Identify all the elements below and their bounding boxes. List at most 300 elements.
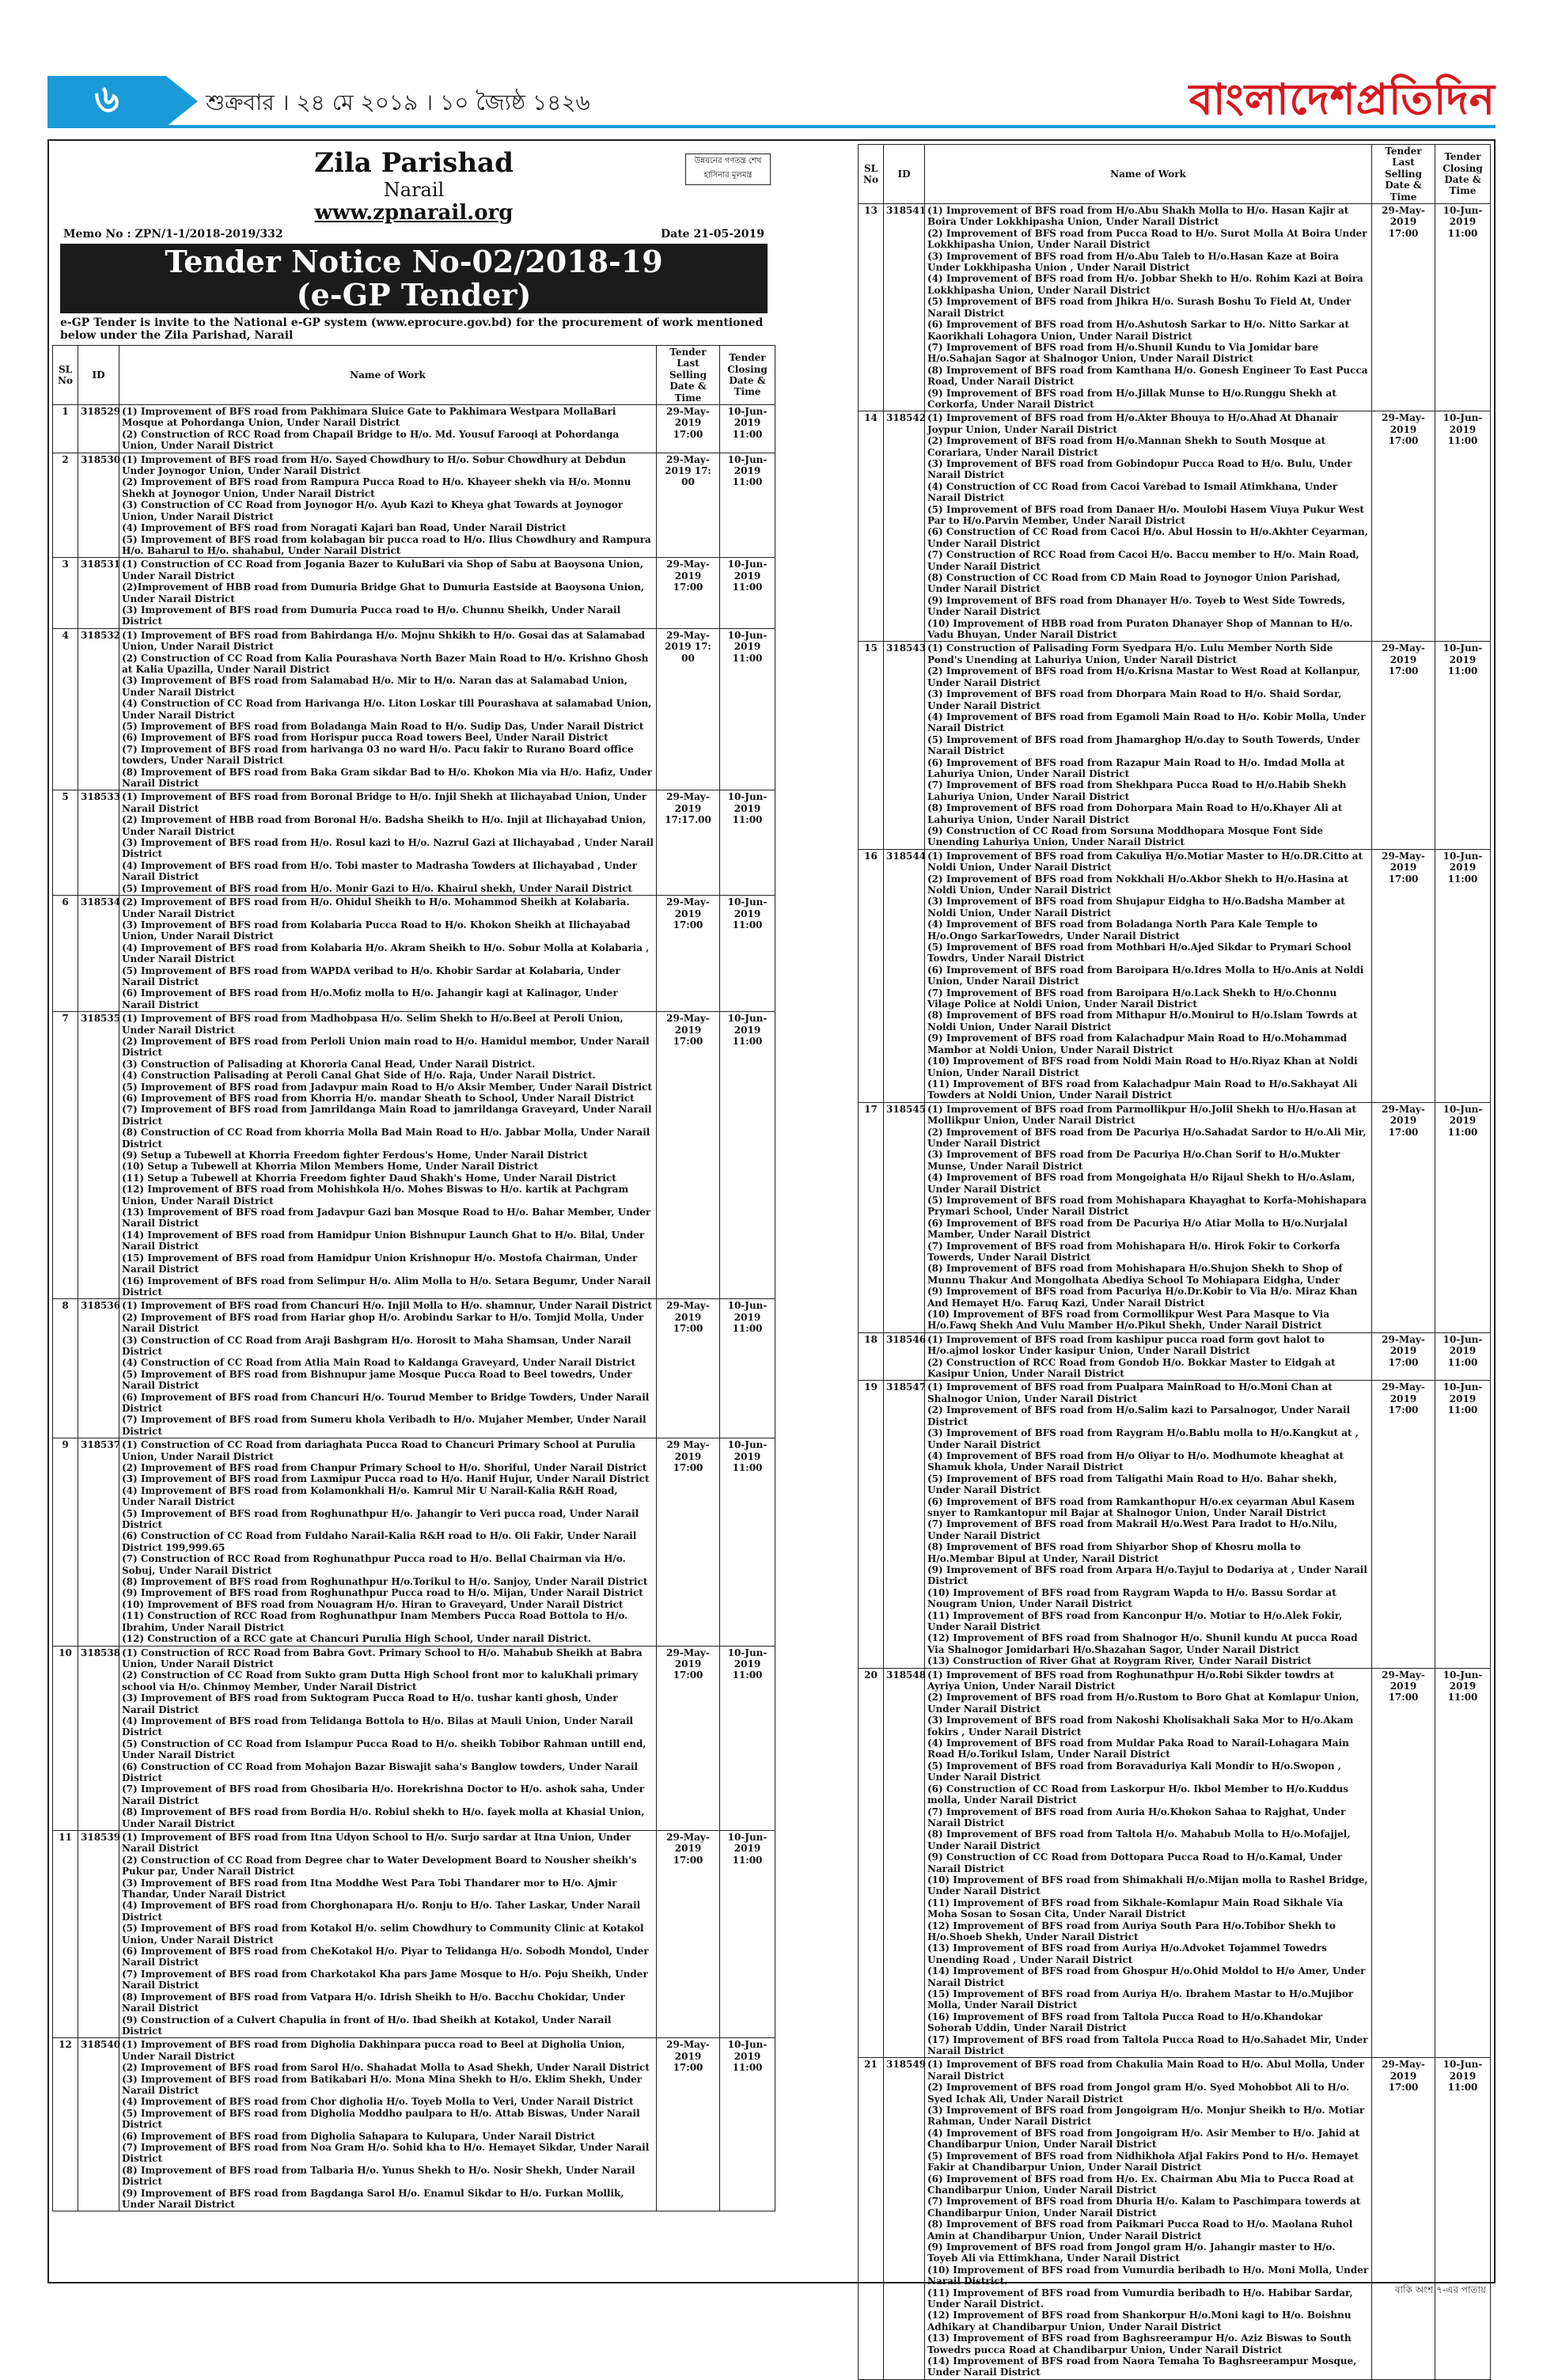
work-item: (4) Improvement of BFS road from H/o. Jobbar Shekh to H/o. Rohim Kazi at Boira Lokkhipasha Union, Under Narail District xyxy=(927,273,1363,296)
work-item: (3) Improvement of BFS road from Jongoigram H/o. Monjur Sheikh to H/o. Motiar Rahman, Under Narail District xyxy=(927,2105,1365,2128)
work-item: (5) Improvement of BFS road from kolabagan bir pucca road to H/o. Ilius Chowdhury and Rampura H/o. Baharul to H/o. shahabul, Under Narail District xyxy=(122,533,651,556)
work-item: (1) Improvement of BFS road from Parmollikpur H/o.Jolil Shekh to H/o.Hasan at Mollikpur Union, Under Narail District xyxy=(927,1103,1357,1127)
row-sl: 1 xyxy=(53,405,78,453)
row-selling-date: 29-May-2019 17:00 xyxy=(1372,1102,1435,1332)
work-item: (2) Construction of CC Road from Degree char to Water Development Board to Nousher sheikh's Pukur par, Under Narail District xyxy=(122,1854,637,1878)
table-row xyxy=(53,1438,775,1646)
row-closing-date: 10-Jun-2019 11:00 xyxy=(720,2038,775,2211)
row-id: 318543 xyxy=(884,642,925,849)
work-item: (11) Improvement of BFS road from Vumurdia beribadh to H/o. Habibar Sardar, Under Narail District. xyxy=(927,2287,1353,2310)
dateline: শুক্রবার । ২৪ মে ২০১৯ । ১০ জ্যৈষ্ঠ ১৪২৬ xyxy=(206,89,590,116)
work-item: (2)Improvement of HBB road from Dumuria Bridge Ghat to Dumuria Eastside at Baoysona Union, Under Narail District xyxy=(122,582,645,604)
memo-date: Date 21-05-2019 xyxy=(660,228,764,241)
work-item: (3) Improvement of BFS road from Raygram H/o.Bablu molla to H/o.Kangkut at , Under Narail District xyxy=(927,1427,1359,1450)
work-item: (7) Improvement of BFS road from H/o.Shunil Kundu to Via Jomidar bare H/o.Sahajan Sagor at Shalnogor Union, Under Narail District xyxy=(927,341,1318,365)
work-item: (3) Improvement of BFS road from Dhorpara Main Road to H/o. Shaid Sordar, Under Narail District xyxy=(927,688,1342,711)
work-item: (15) Improvement of BFS road from Auriya H/o. Ibrahem Mastar to H/o.Mujibor Molla, Under Narail District xyxy=(927,1988,1354,2011)
notice-subtitle: (e-GP Tender) xyxy=(296,277,532,313)
row-selling-date: 29-May-2019 17:00 xyxy=(1372,1332,1435,1381)
table-row xyxy=(53,2038,775,2211)
row-closing-date: 10-Jun-2019 11:00 xyxy=(720,790,775,896)
work-item: (2) Construction of CC Road from Kalia Pourashava North Bazer Main Road to H/o. Krishno Ghosh at Kalia Upazilla, Under Narail District xyxy=(122,652,649,675)
row-closing-date: 10-Jun-2019 11:00 xyxy=(1435,1332,1491,1381)
work-item: (5) Improvement of BFS road from Nidhikhola Afjal Fakirs Pond to H/o. Hemayet Fakir at Chandibarpur Union, Under Narail District xyxy=(927,2150,1359,2173)
work-item: (5) Improvement of BFS road from Danaer H/o. Moulobi Hasem Viuya Pukur West Par to H/o.Parvin Member, Under Narail District xyxy=(927,503,1364,526)
work-item: (5) Improvement of BFS road from Mothbari H/o.Ajed Sikdar to Prymari School Towdrs, Under Narail District xyxy=(927,942,1352,965)
work-item: (5) Improvement of BFS road from Taligathi Main Road to H/o. Bahar shekh, Under Narail District xyxy=(927,1472,1337,1496)
work-item: (6) Construction of CC Road from Cacoi H/o. Abul Hossin to H/o.Akhter Ceyarman, Under Narail District xyxy=(927,526,1368,549)
right-column xyxy=(858,144,1491,2378)
row-closing-date: 10-Jun-2019 11:00 xyxy=(720,1831,775,2038)
work-item: (10) Improvement of BFS road from Nouagram H/o. Hiran to Graveyard, Under Narail District xyxy=(122,1598,624,1610)
row-closing-date: 10-Jun-2019 11:00 xyxy=(1435,204,1491,411)
work-item: (7) Improvement of BFS road from Sumeru khola Veribadh to H/o. Mujaher Member, Under Narail District xyxy=(122,1414,646,1437)
row-works xyxy=(119,790,657,896)
work-item: (16) Improvement of BFS road from Taltola Pucca Road to H/o.Khandokar Sohorab Uddin, Under Narail District xyxy=(927,2010,1323,2034)
row-selling-date: 29-May-2019 17:00 xyxy=(657,1646,720,1831)
row-works xyxy=(119,558,657,628)
work-item: (2) Improvement of BFS road from Nokkhali H/o.Akbor Shekh to H/o.Hasina at Noldi Union, Under Narail District xyxy=(927,873,1348,896)
work-item: (2) Improvement of BFS road from Rampura Pucca Road to H/o. Khayeer shekh via H/o. Monnu Shekh at Joynogor Union, Under Narail District xyxy=(122,476,631,499)
row-id: 318533 xyxy=(78,790,119,896)
work-item: (9) Improvement of BFS road from Kalachadpur Main Road to H/o.Mohammad Mambor at Noldi Union, Under Narail District xyxy=(927,1033,1348,1055)
work-item: (10) Improvement of BFS road from Raygram Wapda to H/o. Bassu Sordar at Nougram Union, Under Narail District xyxy=(927,1586,1336,1610)
work-item: (9) Construction of CC Road from Dottopara Pucca Road to H/o.Kamal, Under Narail District xyxy=(927,1851,1343,1874)
row-closing-date: 10-Jun-2019 11:00 xyxy=(720,453,775,558)
row-selling-date: 29-May-2019 17:00 xyxy=(657,1831,720,2038)
work-item: (1) Improvement of BFS road from Cakuliya H/o.Motiar Master to H/o.DR.Citto at Noldi Union, Under Narail District xyxy=(927,850,1363,874)
work-item: (11) Setup a Tubewell at Khorria Freedom fighter Daud Shakh's Home, Under Narail District xyxy=(122,1172,616,1184)
row-selling-date: 29-May-2019 17:00 xyxy=(1372,2058,1435,2379)
work-item: (1) Improvement of BFS road from Chakulia Main Road to H/o. Abul Molla, Under Narail District xyxy=(927,2059,1365,2082)
work-item: (3) Improvement of BFS road from Suktogram Pucca Road to H/o. tushar kanti ghosh, Under Narail District xyxy=(122,1692,618,1715)
tender-table-left xyxy=(52,345,775,2211)
work-item: (3) Improvement of BFS road from Shujapur Eidgha to H/o.Badsha Mamber at Noldi Union, Under Narail District xyxy=(927,896,1345,919)
header-sl: SL No xyxy=(53,346,78,405)
work-item: (1) Improvement of BFS road from kashipur pucca road form govt halot to H/o.ajmol loskor Under kasipur Union, Under Narail District xyxy=(927,1333,1325,1357)
row-id: 318544 xyxy=(884,849,925,1102)
header-sl: SL No xyxy=(859,145,884,204)
work-item: (12) Improvement of BFS road from Mohishkola H/o. Mohes Biswas to H/o. kartik at Pachgram Union, Under Narail District xyxy=(122,1184,629,1207)
row-id: 318535 xyxy=(78,1012,119,1299)
work-item: (9) Construction of CC Road from Sorsuna Moddhopara Mosque Font Side Unending Lahuriya Union, Under Narail District xyxy=(927,824,1324,848)
work-item: (2) Improvement of BFS road from H/o.Salim kazi to Parsalnogor, Under Narail District xyxy=(927,1404,1351,1427)
work-item: (3) Improvement of BFS road from Salamabad H/o. Mir to H/o. Naran das at Salamabad Union, Under Narail District xyxy=(122,675,627,698)
work-item: (8) Improvement of BFS road from Dohorpara Main Road to H/o.Khayer Ali at Lahuriya Union, Under Narail District xyxy=(927,802,1343,825)
work-item: (14) Improvement of BFS road from Ghospur H/o.Ohid Moldol to H/o Amer, Under Narail District xyxy=(927,1965,1366,1988)
continued-note: বাকি অংশ ৭-এর পাতায় xyxy=(1394,2284,1486,2295)
work-item: (3) Improvement of BFS road from Nakoshi Kholisakhali Saka Mor to H/o.Akam fokirs , Under Narail District xyxy=(927,1715,1354,1738)
work-item: (5) Improvement of BFS road from Jadavpur main Road to H/o Aksir Member, Under Narail District xyxy=(122,1081,652,1093)
work-item: (7) Improvement of BFS road from Charkotakol Kha pars Jame Mosque to H/o. Poju Sheikh, Under Narail District xyxy=(122,1968,648,1992)
work-item: (17) Improvement of BFS road from Taltola Pucca Road to H/o.Sahadet Mir, Under Narail District xyxy=(927,2033,1368,2057)
row-selling-date: 29-May-2019 17:17.00 xyxy=(657,790,720,896)
work-item: (7) Improvement of BFS road from Dhuria H/o. Kalam to Paschimpara towerds at Chandibarpur Union, Under Narail District xyxy=(927,2196,1361,2219)
work-item: (4) Construction of CC Road from Cacoi Varebad to Ismail Atimkhana, Under Narail District xyxy=(927,480,1338,504)
row-closing-date: 10-Jun-2019 11:00 xyxy=(1435,411,1491,642)
table-row xyxy=(53,628,775,790)
work-item: (1) Improvement of BFS road from Roghunathpur H/o.Robi Sikder towdrs at Ayriya Union, Under Narail District xyxy=(927,1669,1335,1692)
row-id: 318540 xyxy=(78,2038,119,2211)
left-column xyxy=(52,144,775,2279)
work-item: (9) Improvement of BFS road from Roghunathpur Pucca road to H/o. Mijan, Under Narail District xyxy=(122,1587,643,1599)
work-item: (4) Improvement of BFS road from Boladanga North Para Kale Temple to H/o.Ongo SarkarTowedrs, Under Narail District xyxy=(927,919,1318,942)
row-sl: 14 xyxy=(859,411,884,642)
row-id: 318549 xyxy=(884,2058,925,2379)
row-works xyxy=(119,1438,657,1646)
work-item: (8) Improvement of BFS road from Paikmari Pucca Road to H/o. Maolana Ruhol Amin at Chandibarpur Union, Under Narail District xyxy=(927,2219,1353,2242)
work-item: (11) Improvement of BFS road from Kanconpur H/o. Motiar to H/o.Alek Fokir, Under Narail District xyxy=(927,1609,1343,1632)
work-item: (4) Improvement of BFS road from Kolabaria H/o. Akram Sheikh to H/o. Sobur Molla at Kolabaria , Under Narail District xyxy=(122,942,650,965)
row-closing-date: 10-Jun-2019 11:00 xyxy=(720,1438,775,1646)
org-title: Zila Parishad xyxy=(314,147,514,179)
work-item: (5) Construction of CC Road from Islampur Pucca Road to H/o. sheikh Tobibor Rahman untill end, Under Narail District xyxy=(122,1738,646,1761)
work-item: (5) Improvement of BFS road from WAPDA veribad to H/o. Khobir Sardar at Kolabaria, Under Narail District xyxy=(122,965,620,987)
work-item: (5) Improvement of BFS road from Boravaduriya Kali Mondir to H/o.Swopon , Under Narail District xyxy=(927,1760,1341,1783)
row-id: 318537 xyxy=(78,1438,119,1646)
row-sl: 18 xyxy=(859,1332,884,1381)
row-selling-date: 29-May-2019 17:00 xyxy=(657,2038,720,2211)
table-row xyxy=(859,2058,1491,2379)
table-header-row xyxy=(53,346,775,405)
work-item: (6) Improvement of BFS road from Chancuri H/o. Tourud Member to Bridge Towders, Under Narail District xyxy=(122,1391,650,1414)
work-item: (1) Improvement of BFS road from H/o. Sayed Chowdhury to H/o. Sobur Chowdhury at Debdun Under Joynogor Union, Under Narail District xyxy=(122,453,627,477)
row-closing-date: 10-Jun-2019 11:00 xyxy=(720,628,775,790)
work-item: (1) Construction of Palisading Form Syedpara H/o. Lulu Member North Side Pond's Unending at Lahuriya Union, Under Narail District xyxy=(927,642,1333,665)
work-item: (6) Improvement of BFS road from H/o. Ex. Chairman Abu Mia to Pucca Road at Chandibarpur Union, Under Narail District xyxy=(927,2173,1355,2196)
row-works xyxy=(119,1831,657,2038)
row-id: 318536 xyxy=(78,1299,119,1438)
row-closing-date: 10-Jun-2019 11:00 xyxy=(1435,1381,1491,1668)
row-closing-date: 10-Jun-2019 11:00 xyxy=(1435,2058,1491,2379)
work-item: (2) Improvement of BFS road from Perloli Union main road to H/o. Hamidul membor, Under Narail District xyxy=(122,1035,650,1059)
work-item: (3) Improvement of BFS road from Dumuria Pucca road to H/o. Chunnu Sheikh, Under Narail District xyxy=(122,604,621,627)
work-item: (3) Construction of Palisading at Khororia Canal Head, Under Narail District. xyxy=(122,1058,536,1070)
table-row xyxy=(53,1646,775,1831)
table-row xyxy=(53,405,775,453)
notice-title: Tender Notice No-02/2018-19 xyxy=(165,244,663,279)
work-item: (6) Improvement of BFS road from Ramkanthopur H/o.ex ceyarman Abul Kasem snyer to Ramkantopur mil Bajar at Shalnogor Union, Under Narail District xyxy=(927,1495,1355,1518)
work-item: (7) Improvement of BFS road from Mohishapara H/o. Hirok Fokir to Corkorfa Towerds, Under Narail District xyxy=(927,1240,1340,1263)
work-item: (6) Improvement of BFS road from H/o.Mofiz molla to H/o. Jahangir kagi at Kalinagor, Under Narail District xyxy=(122,987,618,1010)
work-item: (5) Improvement of BFS road from Boladanga Main Road to H/o. Sudip Das, Under Narail District xyxy=(122,721,644,732)
row-closing-date: 10-Jun-2019 11:00 xyxy=(1435,1668,1491,2058)
work-item: (3) Improvement of BFS road from Itna Moddhe West Para Tobi Thandarer mor to H/o. Ajmir Thandar, Under Narail District xyxy=(122,1877,617,1901)
row-closing-date: 10-Jun-2019 11:00 xyxy=(720,1299,775,1438)
table-body-left xyxy=(53,405,775,2211)
row-selling-date: 29-May-2019 17:00 xyxy=(657,558,720,628)
row-selling-date: 29-May-2019 17:00 xyxy=(1372,1381,1435,1668)
work-item: (2) Improvement of BFS road from Hariar ghop H/o. Arobindu Sarkar to H/o. Tomjid Molla, Under Narail District xyxy=(122,1311,644,1335)
work-item: (11) Construction of RCC Road from Roghunathpur Inam Members Pucca Road Bottola to H/o. Ibrahim, Under Narail District xyxy=(122,1610,628,1633)
work-item: (1) Construction of CC Road from dariaghata Pucca Road to Chancuri Primary School at Purulia Union, Under Narail District xyxy=(122,1439,636,1462)
work-item: (9) Construction of a Culvert Chapulia in front of H/o. Ibad Sheikh at Kotakol, Under Narail District xyxy=(122,2014,612,2037)
tender-table-right xyxy=(858,144,1491,2380)
row-works xyxy=(119,2038,657,2211)
work-item: (3) Improvement of BFS road from H/o. Rosul kazi to H/o. Nazrul Gazi at Ilichayabad , Under Narail District xyxy=(122,837,654,860)
row-sl: 6 xyxy=(53,896,78,1012)
work-item: (4) Improvement of BFS road from Muldar Paka Road to Narail-Lohagara Main Road H/o.Torikul Islam, Under Narail District xyxy=(927,1738,1349,1760)
row-works xyxy=(119,1646,657,1831)
row-works xyxy=(119,405,657,453)
table-row xyxy=(859,1332,1491,1381)
row-closing-date: 10-Jun-2019 11:00 xyxy=(720,896,775,1012)
work-item: (9) Setup a Tubewell at Khorria Freedom fighter Ferdous's Home, Under Narail District xyxy=(122,1150,588,1162)
work-item: (1) Construction of CC Road from Jogania Bazer to KuluBari via Shop of Sabu at Baoysona Union, Under Narail District xyxy=(122,559,643,582)
work-item: (8) Improvement of BFS road from Taltola H/o. Mahabub Molla to H/o.Mofajjel, Under Narail District xyxy=(927,1829,1351,1851)
work-item: (8) Improvement of BFS road from Talbaria H/o. Yunus Shekh to H/o. Nosir Shekh, Under Narail District xyxy=(122,2164,635,2188)
work-item: (8) Improvement of BFS road from Mithapur H/o.Monirul to H/o.Islam Towrds at Noldi Union, Under Narail District xyxy=(927,1010,1358,1033)
work-item: (6) Improvement of BFS road from H/o.Ashutosh Sarkar to H/o. Nitto Sarkar at Kaorikhali Lohagora Union, Under Narail District xyxy=(927,319,1350,342)
row-selling-date: 29-May-2019 17:00 xyxy=(657,1012,720,1299)
work-item: (1) Improvement of BFS road from Pualpara MainRoad to H/o.Moni Chan at Shalnogor Union, Under Narail District xyxy=(927,1381,1333,1404)
work-item: (1) Improvement of BFS road from Bahirdanga H/o. Mojnu Shkikh to H/o. Gosai das at Salamabad Union, Under Narail District xyxy=(122,629,646,653)
header-selling: Tender Last Selling Date & Time xyxy=(1372,145,1435,204)
row-selling-date: 29-May-2019 17:00 xyxy=(657,405,720,453)
work-item: (2) Construction of RCC Road from Chapail Bridge to H/o. Md. Yousuf Farooqi at Pohordanga Union, Under Narail District xyxy=(122,428,620,452)
work-item: (8) Construction of CC Road from CD Main Road to Joynogor Union Parishad, Under Narail District xyxy=(927,572,1340,595)
row-sl: 15 xyxy=(859,642,884,849)
row-closing-date: 10-Jun-2019 11:00 xyxy=(720,558,775,628)
header-id: ID xyxy=(884,145,925,204)
table-row xyxy=(53,1831,775,2038)
row-selling-date: 29-May-2019 17:00 xyxy=(1372,1668,1435,2058)
header-id: ID xyxy=(78,346,119,405)
row-id: 318542 xyxy=(884,411,925,642)
work-item: (7) Improvement of BFS road from Baroipara H/o.Lack Shekh to H/o.Chonnu Vilage Police at Noldi Union, Under Narail District xyxy=(927,987,1337,1010)
row-works xyxy=(925,204,1372,411)
work-item: (7) Improvement of BFS road from Jamrildanga Main Road to jamrildanga Graveyard, Under Narail District xyxy=(122,1104,652,1127)
work-item: (5) Improvement of BFS road from Digholia Moddho paulpara to H/o. Attab Biswas, Under Narail District xyxy=(122,2107,640,2131)
work-item: (7) Improvement of BFS road from Auria H/o.Khokon Sahaa to Rajghat, Under Narail District xyxy=(927,1806,1346,1829)
row-closing-date: 10-Jun-2019 11:00 xyxy=(720,1646,775,1831)
work-item: (2) Improvement of BFS road from Sarol H/o. Shahadat Molla to Asad Shekh, Under Narail District xyxy=(122,2062,650,2074)
row-sl: 9 xyxy=(53,1438,78,1646)
row-id: 318529 xyxy=(78,405,119,453)
row-works xyxy=(119,896,657,1012)
row-works xyxy=(119,628,657,790)
work-item: (10) Improvement of BFS road from Cormollikpur West Para Masque to Via H/o.Fawq Shekh And Vulu Mamber H/o.Pikul Shekh, Under Narail District xyxy=(927,1309,1329,1332)
work-item: (3) Improvement of BFS road from De Pacuriya H/o.Chan Sorif to H/o.Mukter Munse, Under Narail District xyxy=(927,1149,1340,1172)
work-item: (8) Improvement of BFS road from Baka Gram sikdar Bad to H/o. Khokon Mia via H/o. Hafiz, Under Narail District xyxy=(122,766,653,790)
table-row xyxy=(53,558,775,628)
work-item: (14) Improvement of BFS road from Hamidpur Union Bishnupur Launch Ghat to H/o. Bilal, Under Narail District xyxy=(122,1229,645,1253)
header-closing: Tender Closing Date & Time xyxy=(720,346,775,405)
header-selling: Tender Last Selling Date & Time xyxy=(657,346,720,405)
header-closing: Tender Closing Date & Time xyxy=(1435,145,1491,204)
table-row xyxy=(53,896,775,1012)
row-works xyxy=(119,1299,657,1438)
intro-text: e-GP Tender is invite to the National e-GP system (www.eprocure.gov.bd) for the procurement of work mentioned below under the Zila Parishad, Narail xyxy=(60,316,764,342)
work-item: (12) Improvement of BFS road from Shankorpur H/o.Moni kagi to H/o. Boishnu Adhikary at Chandibarpur Union, Under Narail District xyxy=(927,2310,1352,2333)
work-item: (10) Improvement of BFS road from Noldi Main Road to H/o.Riyaz Khan at Noldi Union, Under Narail District xyxy=(927,1055,1358,1078)
row-id: 318541 xyxy=(884,204,925,411)
memo-row xyxy=(52,228,775,241)
work-item: (4) Improvement of BFS road from Chorghonapara H/o. Ronju to H/o. Taher Laskar, Under Narail District xyxy=(122,1900,641,1923)
work-item: (4) Improvement of BFS road from H/o. Tobi master to Madrasha Towders at Ilichayabad , Under Narail District xyxy=(122,859,637,883)
work-item: (2) Improvement of BFS road from H/o.Rustom to Boro Ghat at Komlapur Union, Under Narail District xyxy=(927,1692,1359,1715)
row-selling-date: 29-May-2019 17:00 xyxy=(1372,204,1435,411)
table-row xyxy=(53,1012,775,1299)
work-item: (2) Improvement of BFS road from H/o. Ohidul Sheikh to H/o. Mohammod Sheikh at Kolabaria. Under Narail District xyxy=(122,896,630,919)
masthead-rule xyxy=(47,125,1496,128)
work-item: (3) Improvement of BFS road from H/o.Abu Taleb to H/o.Hasan Kaze at Boira Under Lokkhipasha Union , Under Narail District xyxy=(927,250,1339,274)
work-item: (5) Improvement of BFS road from H/o. Monir Gazi to H/o. Khairul shekh, Under Narail District xyxy=(122,882,632,894)
work-item: (16) Improvement of BFS road from Selimpur H/o. Alim Molla to H/o. Setara Begumr, Under Narail District xyxy=(122,1275,651,1298)
newspaper-logo: বাংলাদেশপ্রতিদিন xyxy=(1189,74,1496,124)
work-item: (1) Improvement of BFS road from H/o.Akter Bhouya to H/o.Ahad At Dhanair Joypur Union, Under Narail District xyxy=(927,412,1338,435)
work-item: (8) Construction of CC Road from khorria Molla Bad Main Road to H/o. Jabbar Molla, Under Narail District xyxy=(122,1127,650,1150)
row-sl: 4 xyxy=(53,628,78,790)
table-row xyxy=(859,1381,1491,1668)
work-item: (7) Improvement of BFS road from harivanga 03 no ward H/o. Pacu fakir to Rurano Board office towders, Under Narail District xyxy=(122,743,634,767)
row-id: 318531 xyxy=(78,558,119,628)
work-item: (5) Improvement of BFS road from Jhamarghop H/o.day to South Towerds, Under Narail District xyxy=(927,733,1360,757)
row-id: 318534 xyxy=(78,896,119,1012)
work-item: (6) Improvement of BFS road from Baroipara H/o.Idres Molla to H/o.Anis at Noldi Union, Under Narail District xyxy=(927,964,1364,987)
work-item: (5) Improvement of BFS road from Jhikra H/o. Surash Boshu To Field At, Under Narail District xyxy=(927,296,1352,319)
work-item: (6) Construction of CC Road from Fuldaho Narail-Kalia R&H road to H/o. Oli Fakir, Under Narail District 199,999.65 xyxy=(122,1530,637,1553)
row-works xyxy=(925,1102,1372,1332)
work-item: (8) Improvement of BFS road from Vatpara H/o. Idrish Sheikh to H/o. Bacchu Chokidar, Under Narail District xyxy=(122,1991,625,2014)
row-works xyxy=(925,1332,1372,1381)
work-item: (1) Improvement of BFS road from Digholia Dakhinpara pucca road to Beel at Digholia Union, Under Narail District xyxy=(122,2039,625,2062)
row-sl: 13 xyxy=(859,204,884,411)
row-sl: 17 xyxy=(859,1102,884,1332)
work-item: (2) Improvement of BFS road from H/o.Krisna Mastar to West Road at Kollanpur, Under Narail District xyxy=(927,665,1360,688)
table-row xyxy=(859,1102,1491,1332)
work-item: (4) Construction Palisading at Peroli Canal Ghat Side of H/o. Raja, Under Narail District. xyxy=(122,1070,596,1082)
table-body-right xyxy=(859,204,1491,2380)
page-number-badge: ৬ xyxy=(47,76,166,127)
work-item: (8) Improvement of BFS road from Mohishapara H/o.Shujon Shekh to Shop of Munnu Thakur And Mongolhata Abediya School To Mohiapara Eidgha, Under xyxy=(927,1263,1343,1286)
work-item: (6) Improvement of BFS road from Horispur pucca Road towers Beel, Under Narail District xyxy=(122,732,608,744)
row-id: 318548 xyxy=(884,1668,925,2058)
work-item: (1) Improvement of BFS road from Boronal Bridge to H/o. Injil Shekh at Ilichayabad Union, Under Narail District xyxy=(122,791,647,814)
work-item: (5) Improvement of BFS road from Kotakol H/o. selim Chowdhury to Community Clinic at Kotakol Union, Under Narail District xyxy=(122,1923,644,1946)
work-item: (3) Improvement of BFS road from Kolabaria Pucca Road to H/o. Khokon Sheikh at Ilichayabad Union, Under Narail District xyxy=(122,919,631,942)
work-item: (2) Improvement of BFS road from Pucca Road to H/o. Surot Molla At Boira Under Lokkhipasha Union, Under Narail District xyxy=(927,227,1367,251)
work-item: (5) Improvement of BFS road from Roghunathpur H/o. Jahangir to Veri pucca road, Under Narail District xyxy=(122,1507,639,1531)
row-works xyxy=(925,642,1372,849)
work-item: (9) Improvement of BFS road from Arpara H/o.Tayjul to Dodariya at , Under Narail District xyxy=(927,1563,1367,1587)
work-item: (2) Improvement of BFS road from Jongol gram H/o. Syed Mohobbot Ali to H/o. Syed Ichak Ali, Under Narail District xyxy=(927,2082,1350,2105)
memo-number: Memo No : ZPN/1-1/2018-2019/332 xyxy=(63,228,283,241)
row-sl: 12 xyxy=(53,2038,78,2211)
work-item: (11) Improvement of BFS road from Sikhale-Komlapur Main Road Sikhale Via Moha Sosan to Sosan Cita, Under Narail District xyxy=(927,1897,1344,1920)
work-item: (4) Improvement of BFS road from Kolamonkhali H/o. Kamrul Mir U Narail-Kalia R&H Road, Under Narail District xyxy=(122,1484,618,1508)
work-item: (12) Improvement of BFS road from Auriya South Para H/o.Tobibor Shekh to H/o.Shoeb Shekh, Under Narail District xyxy=(927,1920,1336,1942)
row-works xyxy=(925,411,1372,642)
work-item: (10) Improvement of BFS road from Vumurdia beribadh to H/o. Moni Molla, Under Narail District. xyxy=(927,2264,1369,2287)
row-closing-date: 10-Jun-2019 11:00 xyxy=(1435,1102,1491,1332)
row-id: 318530 xyxy=(78,453,119,558)
table-row xyxy=(859,204,1491,411)
row-selling-date: 29-May-2019 17:00 xyxy=(1372,642,1435,849)
header-work: Name of Work xyxy=(925,145,1372,204)
work-item: (5) Improvement of BFS road from Mohishapara Khayaghat to Korfa-Mohishapara Prymari School, Under Narail District xyxy=(927,1194,1367,1218)
work-item: (8) Improvement of BFS road from Kamthana H/o. Gonesh Engineer To East Pucca Road, Under Narail District xyxy=(927,364,1368,388)
work-item: (7) Construction of RCC Road from Roghunathpur Pucca road to H/o. Bellal Chairman via H/o. Sobuj, Under Narail District xyxy=(122,1553,626,1576)
row-selling-date: 29-May-2019 17:00 xyxy=(1372,411,1435,642)
work-item: (8) Improvement of BFS road from Bordia H/o. Robiul shekh to H/o. fayek molla at Khasial Union, Under Narail District xyxy=(122,1806,645,1829)
newspaper-masthead xyxy=(0,0,1543,136)
row-sl: 2 xyxy=(53,453,78,558)
work-item: (2) Improvement of BFS road from Chanpur Primary School to H/o. Shoriful, Under Narail District xyxy=(122,1462,647,1473)
work-item: (15) Improvement of BFS road from Hamidpur Union Krishnopur H/o. Mostofa Chairman, Under Narail District xyxy=(122,1252,638,1275)
table-row xyxy=(53,453,775,558)
row-works xyxy=(119,1012,657,1299)
row-works xyxy=(925,849,1372,1102)
row-selling-date: 29-May-2019 17: 00 xyxy=(657,453,720,558)
work-item: (4) Improvement of BFS road from Mongoighata H/o Rijaul Shekh to H/o.Aslam, Under Narail District xyxy=(927,1172,1355,1195)
row-id: 318539 xyxy=(78,1831,119,2038)
work-item: (10) Improvement of BFS road from Shimakhali H/o.Mijan molla to Rashel Bridge, Under Narail District xyxy=(927,1874,1368,1897)
work-item: (6) Improvement of BFS road from CheKotakol H/o. Piyar to Telidanga H/o. Sobodh Mondol, Under Narail District xyxy=(122,1946,649,1969)
table-row xyxy=(859,849,1491,1102)
org-place: Narail xyxy=(383,179,445,201)
work-item: (13) Improvement of BFS road from Auriya H/o.Advoket Tojammel Towedrs Unending Road , Under Narail District xyxy=(927,1942,1327,1965)
work-item: (2) Improvement of BFS road from H/o.Mannan Shekh to South Mosque at Corariara, Under Narail District xyxy=(927,435,1326,458)
table-header-row xyxy=(859,145,1491,204)
work-item: (2) Improvement of BFS road from De Pacuriya H/o.Sahadat Sardor to H/o.Ali Mir, Under Narail District xyxy=(927,1126,1367,1149)
row-selling-date: 29-May-2019 17:00 xyxy=(657,896,720,1012)
work-item: (8) Improvement of BFS road from Shiyarbor Shop of Khosru molla to H/o.Membar Bipul at Under, Narail District xyxy=(927,1541,1301,1564)
work-item: (1) Improvement of BFS road from Chancuri H/o. Injil Molla to H/o. shamnur, Under Narail District xyxy=(122,1300,652,1312)
work-item: (10) Setup a Tubewell at Khorria Milon Members Home, Under Narail District xyxy=(122,1161,539,1173)
row-sl: 10 xyxy=(53,1646,78,1831)
tender-advertisement xyxy=(47,139,1496,2378)
row-works xyxy=(925,1668,1372,2058)
row-works xyxy=(119,453,657,558)
row-sl: 8 xyxy=(53,1299,78,1438)
work-item: (3) Improvement of BFS road from Gobindopur Pucca Road to H/o. Bulu, Under Narail District xyxy=(927,457,1352,481)
row-closing-date: 10-Jun-2019 11:00 xyxy=(1435,849,1491,1102)
row-closing-date: 10-Jun-2019 11:00 xyxy=(720,405,775,453)
table-row xyxy=(859,642,1491,849)
row-sl: 20 xyxy=(859,1668,884,2058)
row-closing-date: 10-Jun-2019 11:00 xyxy=(1435,642,1491,849)
work-item: (13) Improvement of BFS road from Jadavpur Gazi ban Mosque Road to H/o. Bahar Member, Under Narail District xyxy=(122,1207,651,1230)
work-item: (3) Construction of CC Road from Joynogor H/o. Ayub Kazi to Kheya ghat Towards at Joynogor Union, Under Narail District xyxy=(122,499,624,522)
work-item: (9) Improvement of BFS road from H/o.Jillak Munse to H/o.Runggu Shekh at Corkorfa, Under Narail District xyxy=(927,387,1336,410)
work-item: (6) Improvement of BFS road from Digholia Sahapara to Kulupara, Under Narail District xyxy=(122,2130,596,2142)
work-item: (1) Improvement of BFS road from Itna Udyon School to H/o. Surjo sardar at Itna Union, Under Narail District xyxy=(122,1832,631,1855)
row-selling-date: 29-May-2019 17:00 xyxy=(1372,849,1435,1102)
row-works xyxy=(925,1381,1372,1668)
row-sl: 5 xyxy=(53,790,78,896)
work-item: (6) Construction of CC Road from Mohajon Bazar Biswajit saha's Banglow towders, Under Narail District xyxy=(122,1760,639,1783)
work-item: (7) Improvement of BFS road from Noa Gram H/o. Sohid kha to H/o. Hemayet Sikdar, Under Narail District xyxy=(122,2141,650,2165)
work-item: (10) Improvement of HBB road from Puraton Dhanayer Shop of Mannan to H/o. Vadu Bhuyan, Under Narail District xyxy=(927,617,1353,641)
work-item: (7) Construction of RCC Road from Cacoi H/o. Baccu member to H/o. Main Road, Under Narail District xyxy=(927,549,1359,572)
work-item: (7) Improvement of BFS road from Shekhpara Pucca Road to H/o.Habib Shekh Lahuriya Union, Under Narail District xyxy=(927,779,1347,802)
work-item: (6) Construction of CC Road from Laskorpur H/o. Ikbol Member to H/o.Kuddus molla, Under Narail District xyxy=(927,1783,1348,1806)
row-sl: 7 xyxy=(53,1012,78,1299)
row-id: 318545 xyxy=(884,1102,925,1332)
work-item: (3) Construction of CC Road from Araji Bashgram H/o. Horosit to Maha Shamsan, Under Narail District xyxy=(122,1334,631,1357)
work-item: (1) Improvement of BFS road from H/o.Abu Shakh Molla to H/o. Hasan Kajir at Boira Under Lokkhipasha Union, Under Narail District xyxy=(927,205,1349,228)
slogan-box: উন্নয়নের গণতন্ত্র শেখ হাসিনার মূলমন্ত্র xyxy=(685,153,771,185)
work-item: (4) Improvement of BFS road from Telidanga Bottola to H/o. Bilas at Mauli Union, Under Narail District xyxy=(122,1715,634,1738)
work-item: (2) Improvement of HBB road from Boronal H/o. Badsha Sheikh to H/o. Injil at Ilichayabad Union, Under Narail District xyxy=(122,814,646,837)
work-item: (14) Improvement of BFS road from Naora Temaha To Baghsreerampur Mosque, Under Narail District xyxy=(927,2355,1357,2378)
row-works xyxy=(925,2058,1372,2379)
work-item: (5) Improvement of BFS road from Bishnupur jame Mosque Pucca Road to Beel towedrs, Under Narail District xyxy=(122,1368,632,1392)
work-item: (1) Construction of RCC Road from Babra Govt. Primary School to H/o. Mahabub Sheikh at Babra Union, Under Narail District xyxy=(122,1647,643,1669)
row-selling-date: 29-May-2019 17:00 xyxy=(657,1299,720,1438)
work-item: (13) Improvement of BFS road from Baghsreerampur H/o. Aziz Biswas to South Towedrs pucca Road at Chandibarpur Union, Under Narail District xyxy=(927,2333,1352,2355)
